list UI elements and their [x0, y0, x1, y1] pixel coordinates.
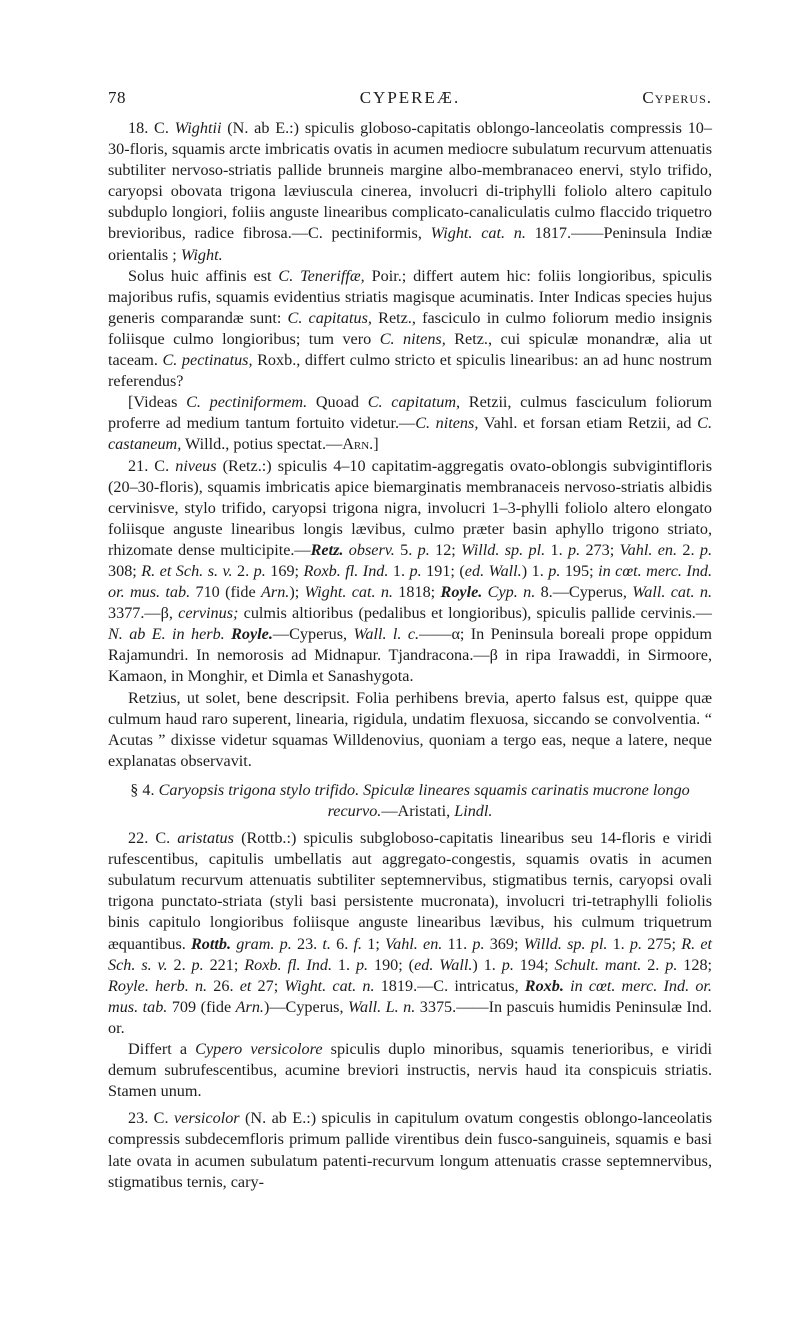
running-header	[108, 88, 712, 112]
species-entry-18: 18. C. Wightii (N. ab E.:) spiculis globoso-capitatis oblongo-lanceolatis compressis 10–30-floris, squamis arcte imbricatis ovatis in acumen mediocre subulatum recurvum attenuatis subtiliter nervoso-striatis pallide brunneis margine albo-membranaceo enervi, stylo trifido, caryopsi obovata trigona læviuscula cinerea, involucri di-triphylli foliolo altero capitulo subduplo longiori, foliis anguste linearibus complicato-canaliculatis culmo flaccido triquetro brevioribus, radice fibrosa.—C. pectiniformis, Wight. cat. n. 1817.——Peninsula Indiæ orientalis ; Wight.	[108, 119, 712, 264]
species-entry-22: 22. C. aristatus (Rottb.:) spiculis subgloboso-capitatis linearibus seu 14-floris e viridi rufescentibus, capitulis umbellatis aut aggregato-congestis, squamis ovatis in acumen subulatum recurvum attenuatis subtiliter septemnervibus, stigmatibus ternis, caryopsi ovali trigona punctato-striata (styli basi persistente mucronata), involucri tri-tetraphylli foliolis binis capitulo longioribus foliisque anguste linearibus lævibus, his culmum triquetrum æquantibus. Rottb. gram. p. 23. t. 6. f. 1; Vahl. en. 11. p. 369; Willd. sp. pl. 1. p. 275; R. et Sch. s. v. 2. p. 221; Roxb. fl. Ind. 1. p. 190; (ed. Wall.) 1. p. 194; Schult. mant. 2. p. 128; Royle. herb. n. 26. et 27; Wight. cat. n. 1819.—C. intricatus, Roxb. in cœt. merc. Ind. or. mus. tab. 709 (fide Arn.)—Cyperus, Wall. L. n. 3375.——In pascuis humidis Peninsulæ Ind. or.	[108, 829, 713, 1037]
running-genus: Cyperus.	[642, 88, 712, 107]
species-note-22: Differt a Cypero versicolore spiculis duplo minoribus, squamis tenerioribus, e viridi demum subrufescentibus, acumine breviori instructis, nervis haud ita conspicuis striatis. Stamen unum.	[108, 1040, 713, 1101]
section-heading: § 4. Caryopsis trigona stylo trifido. Spiculæ lineares squamis carinatis mucrone longo recurvo.—Aristati, Lindl.	[130, 780, 690, 820]
species-entry-23: 23. C. versicolor (N. ab E.:) spiculis in capitulum ovatum congestis oblongo-lanceolatis compressis subdecemfloris primum pallide virentibus dein fusco-sanguineis, squamis e basi late ovata in acumen subulatum patenti-recurvum longum attenuatis crasse septemnervibus, stigmatibus ternis, cary-	[108, 1109, 712, 1191]
species-note-18: Solus huic affinis est C. Teneriffæ, Poir.; differt autem hic: foliis longioribus, spiculis majoribus rufis, squamis evidentius striatis magisque acuminatis. Inter Indicas species hujus generis comparandæ sunt: C. capitatus, Retz., fasciculo in culmo foliorum medio insignis foliisque culmo longioribus; tum vero C. nitens, Retz., cui spiculæ monandræ, alia ut taceam. C. pectinatus, Roxb., differt culmo stricto et spiculis linearibus: an ad hunc nostrum referendus?	[108, 266, 713, 391]
species-entry-21: 21. C. niveus (Retz.:) spiculis 4–10 capitatim-aggregatis ovato-oblongis subvigintifloris (20–30-floris), squamis imbricatis apice biemarginatis membranaceis nervoso-striatis albidis cervinisve, stylo trifido, caryopsi trigona nigra, involucri 1–3-phylli foliolo altero elongato foliisque anguste linearibus longis lævibus, culmo præter basin aphyllo trigono striato, rhizomate dense multicipite.—Retz. observ. 5. p. 12; Willd. sp. pl. 1. p. 273; Vahl. en. 2. p. 308; R. et Sch. s. v. 2. p. 169; Roxb. fl. Ind. 1. p. 191; (ed. Wall.) 1. p. 195; in cœt. merc. Ind. or. mus. tab. 710 (fide Arn.); Wight. cat. n. 1818; Royle. Cyp. n. 8.—Cyperus, Wall. cat. n. 3377.—β, cervinus; culmis altioribus (pedalibus et longioribus), spiculis pallide cervinis.—N. ab E. in herb. Royle.—Cyperus, Wall. l. c.——α; In Peninsula boreali prope oppidum Rajamundri. In nemorosis ad Midnapur. Tjandracona.—β in ripa Irawaddi, in Sirmoore, Kamaon, in Monghir, et Dimla et Sanashygota.	[108, 456, 713, 686]
running-title: CYPEREÆ.	[359, 88, 461, 107]
editor-note-arn: [Videas C. pectiniformem. Quoad C. capitatum, Retzii, culmus fasciculum foliorum proferre ad medium tantum fortuito videtur.—C. nitens, Vahl. et forsan etiam Retzii, ad C. castaneum, Willd., potius spectat.—Arn.]	[108, 393, 713, 454]
species-note-21: Retzius, ut solet, bene descripsit. Folia perhibens brevia, aperto falsus est, quippe quæ culmum haud raro superent, linearia, rigidula, undatim flexuosa, siccando se convolventia. “ Acutas ” dixisse videtur squamas Willdenovius, quoniam a tergo eas, neque a latere, neque explanatas observavit.	[108, 688, 712, 770]
page-number: 78	[108, 88, 126, 107]
page-body	[108, 118, 712, 1193]
